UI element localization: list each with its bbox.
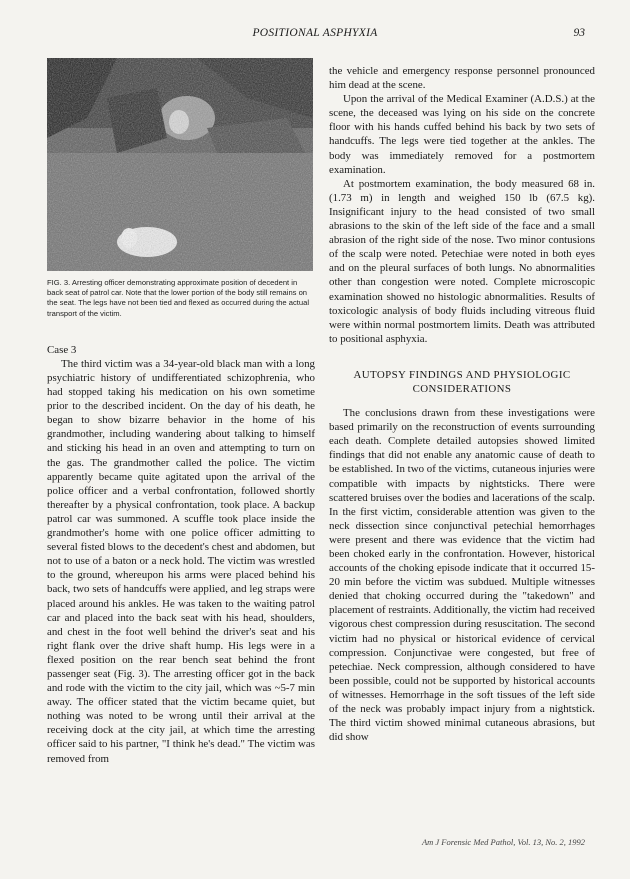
right-column (329, 64, 595, 744)
continued-paragraph: the vehicle and emergency response personnel pronounced him dead at the scene. (329, 65, 595, 92)
page-number: 93 (573, 27, 585, 39)
left-column (47, 58, 315, 766)
case-3-heading: Case 3 (47, 343, 77, 356)
section-heading-line-2: CONSIDERATIONS (412, 382, 512, 395)
section-heading (329, 368, 595, 396)
photo-image (47, 58, 313, 271)
findings-paragraph: The conclusions drawn from these investigations were based primarily on the reconstruction of events surrounding each death. Complete detailed autopsies showed limited findings that did not enable any anatomic cause of death to be established. In two of the victims, cutaneous injuries were compatible with impacts by nightsticks. There were scattered bruises over the bodies and lacerations of the scalp. In the first victim, considerable attention was given to the neck dissection since conjunctival petechial hemorrhages were present and there was evidence that the victim had been choked early in the confrontation. However, historical accounts of the choking episode indicate that it occurred 15-20 min before the victim was subdued. Multiple witnesses denied that choking occurred during the "takedown" and placement of restraints. Additionally, the victim had received vigorous chest compression during resuscitation. The second victim had no physical or historical evidence of cervical compression. Conjunctivae were congested, but free of petechiae. Neck compression, although considered to have been possible, could not be supported by historical accounts of witnesses. Hemorrhage in the soft tissues of the left side of the neck was probably impact injury from a nightstick. The third victim showed minimal cutaneous abrasions, but did show (329, 407, 595, 744)
figure-3-photo (47, 58, 313, 271)
journal-citation: Am J Forensic Med Pathol, Vol. 13, No. 2, 1992 (421, 837, 585, 847)
case-3-paragraph: The third victim was a 34-year-old black man with a long psychiatric history of undifferentiated schizophrenia, who had stopped taking his medication on his own sometime prior to the described incident. On the day of his death, he began to show bizarre behavior in the home of his grandmother, including wandering about talking to himself and sticking his head in an oven and attempting to turn on the gas. The grandmother called the police. The victim apparently became quite agitated upon the arrival of the police officer and a verbal confrontation, followed shortly thereafter by a physical confrontation, took place. A backup patrol car was summoned. A scuffle took place inside the grandmother's home with one police officer admitting to several fisted blows to the decedent's chest and abdomen, but not to use of a baton or a neck hold. The victim was wrestled to the ground, whereupon his arms were placed behind his back, two sets of handcuffs were applied, and leg straps were placed around his ankles. He was taken to the waiting patrol car and placed into the back seat with his head, shoulders, and chest in the foot well behind the driver's seat and his right flank over the drive shaft hump. His legs were in a flexed position on the rear bench seat behind the front passenger seat (Fig. 3). The arresting officer got in the back and rode with the victim to the city jail, which was ~5-7 min away. The officer stated that the victim became quiet, but nothing was noted to be wrong until their arrival at the receiving dock at the city jail, at which time the arresting officer said to his partner, "I think he's dead." The victim was removed from (47, 357, 315, 765)
page-header (0, 27, 630, 45)
section-heading-line-1: AUTOPSY FINDINGS AND PHYSIOLOGIC (353, 368, 571, 381)
medical-examiner-paragraph: Upon the arrival of the Medical Examiner (A.D.S.) at the scene, the deceased was lying on his side on the concrete floor with his hands cuffed behind his back by two sets of handcuffs. The legs were tied together at the ankles. The body was immediately removed for a postmortem examination. (329, 93, 595, 176)
running-title: POSITIONAL ASPHYXIA (252, 27, 378, 39)
postmortem-paragraph: At postmortem examination, the body measured 68 in. (1.73 m) in length and weighed 150 lb (67.5 kg). Insignificant injury to the head consisted of two small abrasions to the skin of the left side of the face and a small abrasion of the right side of the nose. Two minor contusions of the scalp were noted. Petechiae were noted in both eyes and on the pleural surfaces of both lungs. No abnormalities other than congestion were noted. Complete microscopic examination showed no histologic abnormalities. Results of toxicologic analysis of body fluids including vitreous fluid were within normal postmortem limits. Death was attributed to positional asphyxia. (329, 177, 595, 345)
figure-caption: FIG. 3. Arresting officer demonstrating approximate position of decedent in back seat of patrol car. Note that the lower portion of the body still remains on the seat. The legs have not been tied and flexed as occurred during the actual transport of the victim. (47, 278, 310, 318)
